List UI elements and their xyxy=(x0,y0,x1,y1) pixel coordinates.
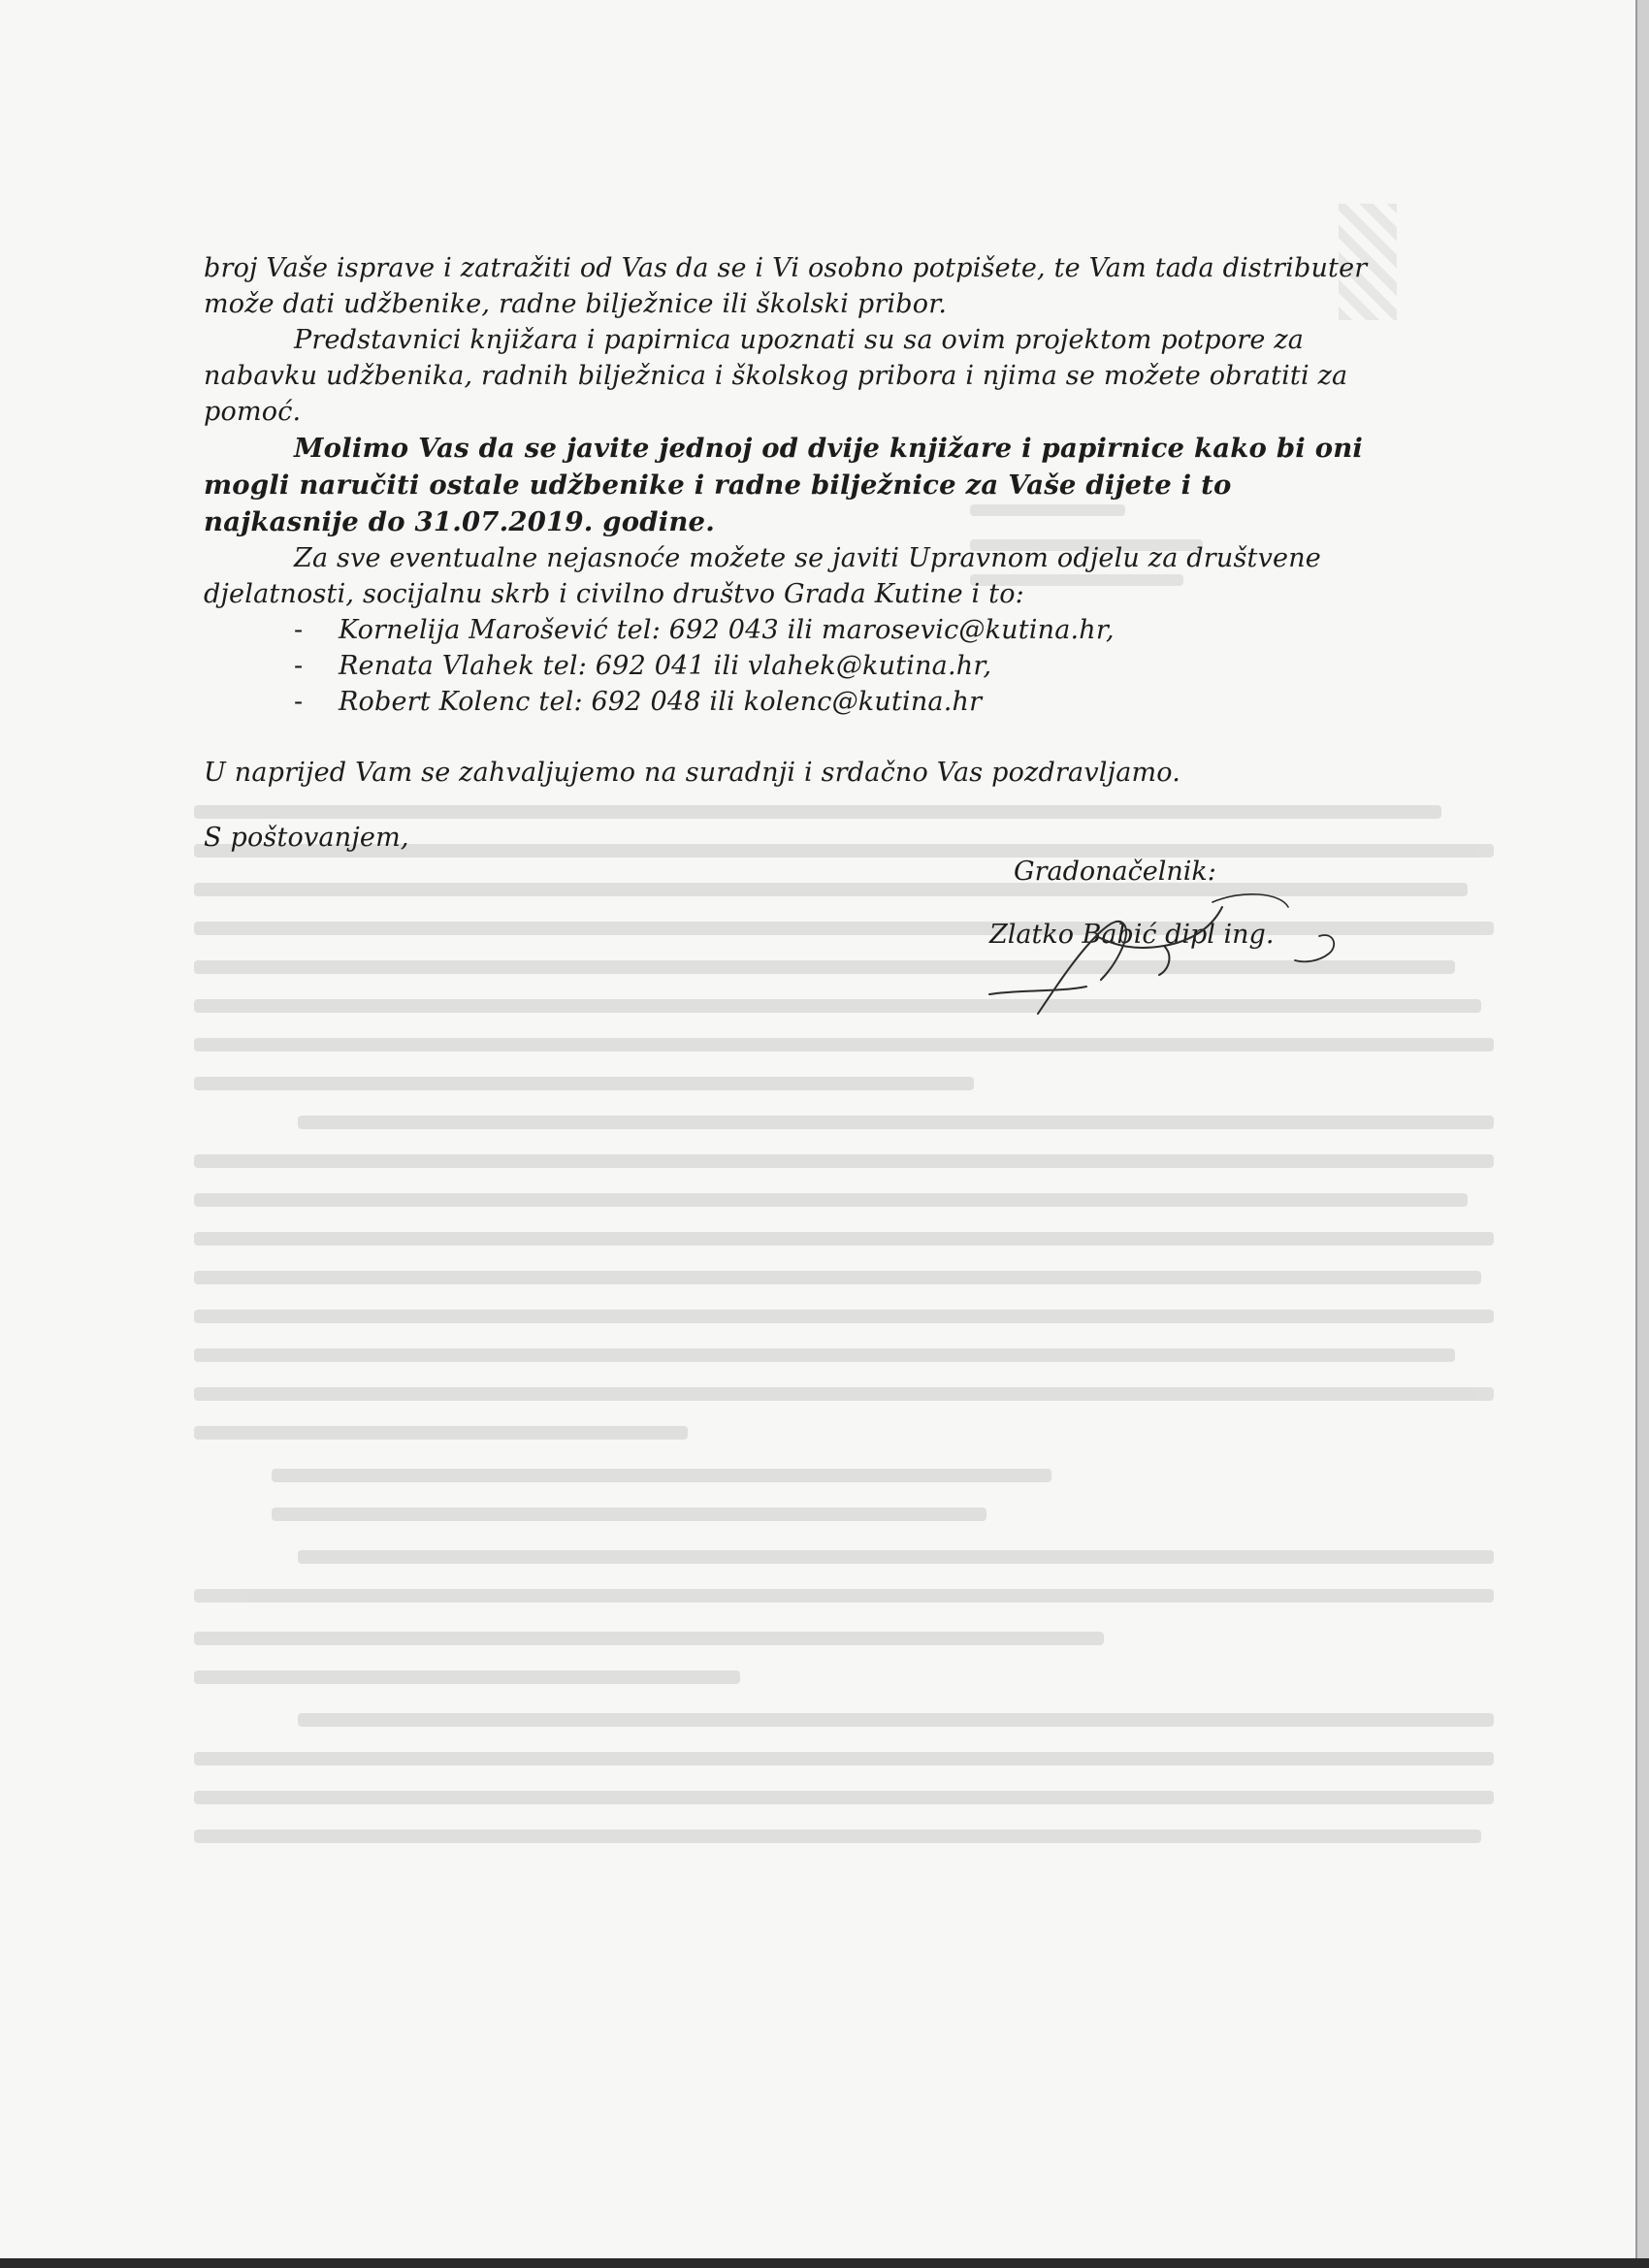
paragraph-request-deadline: Molimo Vas da se javite jednoj od dvije knjižare i papirnice kako bi oni mogli naručiti ostale udžbenike i radne bilježnice za Vaše dijete i to najkasnije do 31.07.2019. godine. xyxy=(204,433,1364,537)
letter-body xyxy=(204,250,1368,856)
handwritten-signature xyxy=(931,878,1358,1023)
contact-item: - Kornelija Marošević tel: 692 043 ili marosevic@kutina.hr, xyxy=(294,612,1368,648)
scan-bottom-edge xyxy=(0,2258,1649,2268)
contact-item: - Renata Vlahek tel: 692 041 ili vlahek@kutina.hr, xyxy=(294,648,1368,684)
scan-right-edge xyxy=(1635,0,1649,2268)
paragraph-document-number: broj Vaše isprave i zatražiti od Vas da se i Vi osobno potpišete, te Vam tada distributer može dati udžbenike, radne bilježnice ili školski pribor. xyxy=(204,253,1368,319)
signatory-name: Zlatko Babić dipl ing. xyxy=(989,920,1275,950)
paragraph-thanks: U naprijed Vam se zahvaljujemo na suradnji i srdačno Vas pozdravljamo. xyxy=(204,758,1181,788)
signatory-role: Gradonačelnik: xyxy=(1014,857,1216,887)
paragraph-contact-info: Za sve eventualne nejasnoće možete se javiti Upravnom odjelu za društvene djelatnosti, socijalnu skrb i civilno društvo Grada Kutine i to: xyxy=(204,543,1321,609)
paragraph-bookstores: Predstavnici knjižara i papirnica upoznati su sa ovim projektom potpore za nabavku udžbenika, radnih bilježnica i školskog pribora i njima se možete obratiti za pomoć. xyxy=(204,325,1348,427)
contact-item: - Robert Kolenc tel: 692 048 ili kolenc@kutina.hr xyxy=(294,684,1368,720)
closing-salutation: S poštovanjem, xyxy=(204,823,409,853)
contact-list xyxy=(204,612,1368,720)
